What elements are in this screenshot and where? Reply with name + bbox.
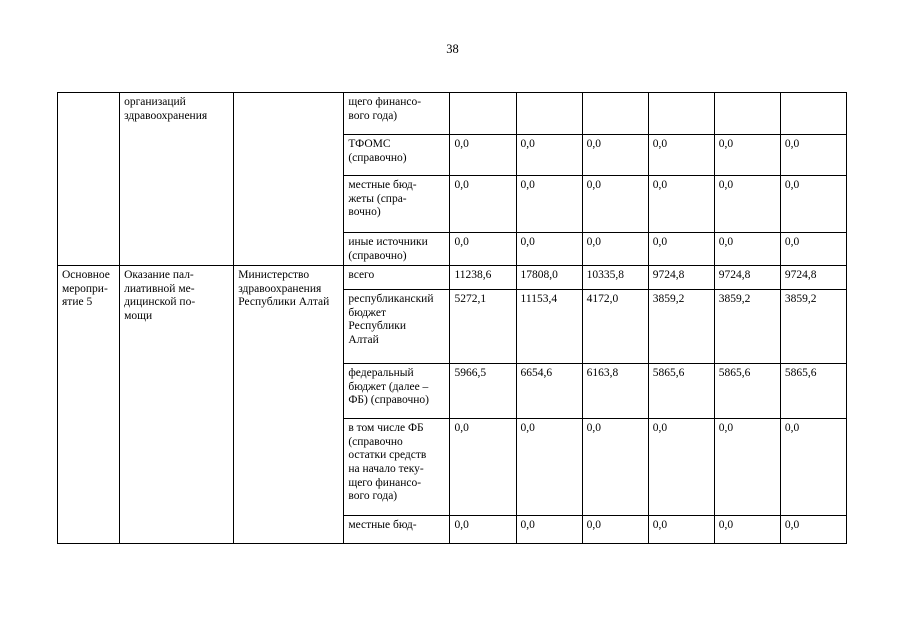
amount-cell-year-3: 4172,0 <box>582 290 648 364</box>
amount-cell-year-1: 0,0 <box>450 233 516 266</box>
amount-cell-year-3: 0,0 <box>582 516 648 544</box>
amount-cell-year-6: 5865,6 <box>780 364 846 419</box>
funding-source-cell-line: местные бюд- <box>348 519 417 532</box>
amount-cell-year-1: 5272,1 <box>450 290 516 364</box>
funding-source-cell <box>344 93 450 135</box>
funding-source-cell-line: ФБ) (справочно) <box>348 394 430 407</box>
page-number: 38 <box>446 42 459 56</box>
funding-source-cell-line: местные бюд- <box>348 179 417 191</box>
funding-source-cell-line: вого года) <box>348 490 398 503</box>
amount-cell-year-5: 0,0 <box>714 233 780 266</box>
table-row <box>58 266 847 290</box>
funding-source-cell <box>344 364 450 419</box>
funding-source-cell <box>344 176 450 233</box>
event-number-cell <box>58 266 120 544</box>
table-body <box>58 93 847 544</box>
executor-cell <box>234 266 344 544</box>
amount-cell-year-3: 0,0 <box>582 419 648 516</box>
event-number-cell-line: ятие 5 <box>62 296 93 309</box>
funding-source-cell-line: вого года) <box>348 109 398 122</box>
funding-source-cell <box>344 290 450 364</box>
amount-cell-year-6: 0,0 <box>780 135 846 176</box>
amount-cell-year-1: 11238,6 <box>450 266 516 290</box>
amount-cell-year-5: 0,0 <box>714 176 780 233</box>
amount-cell-year-6: 3859,2 <box>780 290 846 364</box>
amount-cell-year-2: 0,0 <box>516 176 582 233</box>
funding-source-cell <box>344 135 450 176</box>
funding-source-cell-line: бюджет <box>348 306 386 319</box>
funding-source-cell-line: (справочно) <box>348 249 407 262</box>
funding-source-cell-line: в том числе ФБ <box>348 422 424 435</box>
funding-source-cell <box>344 233 450 266</box>
funding-source-cell-line: щего финансо- <box>348 476 422 489</box>
amount-cell-year-2: 11153,4 <box>516 290 582 364</box>
executor-cell <box>234 93 344 266</box>
amount-cell-year-3: 0,0 <box>582 176 648 233</box>
amount-cell-year-2: 17808,0 <box>516 266 582 290</box>
amount-cell-year-5: 5865,6 <box>714 364 780 419</box>
event-name-cell <box>120 93 234 266</box>
funding-source-cell-line: жеты (спра- <box>348 192 407 205</box>
funding-source-cell-line: (справочно <box>348 435 403 448</box>
amount-cell-year-4 <box>648 93 714 135</box>
amount-cell-year-1 <box>450 93 516 135</box>
amount-cell-year-3: 6163,8 <box>582 364 648 419</box>
amount-cell-year-5: 0,0 <box>714 419 780 516</box>
amount-cell-year-5: 3859,2 <box>714 290 780 364</box>
amount-cell-year-1: 5966,5 <box>450 364 516 419</box>
amount-cell-year-6: 0,0 <box>780 233 846 266</box>
event-number-cell-line: Основное <box>62 269 110 282</box>
amount-cell-year-2: 6654,6 <box>516 364 582 419</box>
funding-source-cell <box>344 516 450 544</box>
funding-source-cell-line: ТФОМС <box>348 138 391 150</box>
amount-cell-year-4: 0,0 <box>648 233 714 266</box>
event-name-cell-line: дицинской по- <box>124 296 196 309</box>
amount-cell-year-4: 0,0 <box>648 135 714 176</box>
amount-cell-year-5: 9724,8 <box>714 266 780 290</box>
amount-cell-year-3: 0,0 <box>582 233 648 266</box>
funding-source-cell-line: всего <box>348 269 375 282</box>
amount-cell-year-2: 0,0 <box>516 419 582 516</box>
amount-cell-year-2 <box>516 93 582 135</box>
funding-source-cell-line: иные источники <box>348 236 428 248</box>
funding-source-cell-line: федеральный <box>348 367 414 380</box>
amount-cell-year-6: 0,0 <box>780 419 846 516</box>
event-number-cell <box>58 93 120 266</box>
event-name-cell-line: Оказание пал- <box>124 269 194 282</box>
amount-cell-year-5 <box>714 93 780 135</box>
amount-cell-year-4: 0,0 <box>648 516 714 544</box>
amount-cell-year-1: 0,0 <box>450 135 516 176</box>
event-name-cell <box>120 266 234 544</box>
amount-cell-year-1: 0,0 <box>450 419 516 516</box>
funding-source-cell-line: республиканский <box>348 293 434 306</box>
amount-cell-year-5: 0,0 <box>714 516 780 544</box>
executor-cell-line: Республики Алтай <box>238 296 330 309</box>
funding-source-cell <box>344 419 450 516</box>
funding-source-cell-line: бюджет (далее – <box>348 380 429 393</box>
amount-cell-year-4: 5865,6 <box>648 364 714 419</box>
amount-cell-year-3: 10335,8 <box>582 266 648 290</box>
event-name-cell-line: здравоохранения <box>124 109 208 122</box>
amount-cell-year-6: 0,0 <box>780 176 846 233</box>
amount-cell-year-2: 0,0 <box>516 233 582 266</box>
funding-source-cell-line: на начало теку- <box>348 462 424 475</box>
amount-cell-year-2: 0,0 <box>516 516 582 544</box>
funding-source-cell-line: вочно) <box>348 206 381 219</box>
amount-cell-year-4: 3859,2 <box>648 290 714 364</box>
amount-cell-year-1: 0,0 <box>450 176 516 233</box>
amount-cell-year-4: 9724,8 <box>648 266 714 290</box>
amount-cell-year-5: 0,0 <box>714 135 780 176</box>
amount-cell-year-3 <box>582 93 648 135</box>
budget-table <box>57 92 847 544</box>
amount-cell-year-6: 0,0 <box>780 516 846 544</box>
amount-cell-year-6: 9724,8 <box>780 266 846 290</box>
funding-source-cell-line: остатки средств <box>348 449 427 462</box>
executor-cell-line: здравоохранения <box>238 282 322 295</box>
event-name-cell-line: лиативной ме- <box>124 282 195 295</box>
amount-cell-year-4: 0,0 <box>648 176 714 233</box>
event-name-cell-line: организаций <box>124 96 186 108</box>
funding-source-cell-line: Республики <box>348 320 407 333</box>
funding-source-cell <box>344 266 450 290</box>
amount-cell-year-3: 0,0 <box>582 135 648 176</box>
event-name-cell-line: мощи <box>124 309 153 322</box>
amount-cell-year-1: 0,0 <box>450 516 516 544</box>
event-number-cell-line: меропри- <box>62 282 108 295</box>
table-row <box>58 93 847 135</box>
amount-cell-year-2: 0,0 <box>516 135 582 176</box>
funding-source-cell-line: (справочно) <box>348 151 407 164</box>
executor-cell-line: Министерство <box>238 269 310 282</box>
amount-cell-year-6 <box>780 93 846 135</box>
amount-cell-year-4: 0,0 <box>648 419 714 516</box>
funding-source-cell-line: щего финансо- <box>348 96 422 108</box>
funding-source-cell-line: Алтай <box>348 333 379 346</box>
